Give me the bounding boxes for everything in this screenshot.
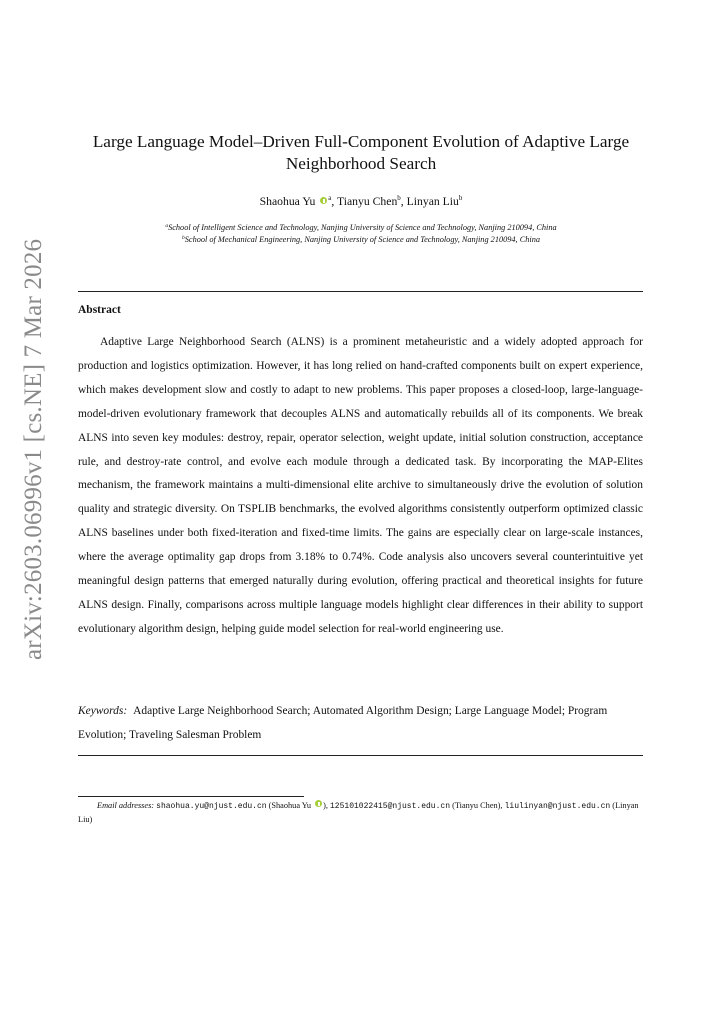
paper-title: Large Language Model–Driven Full-Component Evolution of Adaptive Large Neighborhood Search	[92, 132, 630, 173]
author-name: Shaohua Yu	[259, 195, 316, 208]
abstract-heading: Abstract	[78, 304, 121, 316]
email-owner: Linyan Liu	[78, 801, 639, 824]
abstract-bottom-rule	[78, 755, 643, 756]
author-affil-mark: b	[458, 194, 463, 202]
email-link[interactable]: 125101022415@njust.edu.cn	[329, 802, 451, 811]
keywords	[78, 700, 643, 748]
keywords-label: Keywords:	[78, 705, 128, 717]
affiliation-mark: a	[165, 223, 169, 229]
email-owner: Shaohua Yu	[271, 801, 311, 810]
email-owner: Tianyu Chen	[454, 801, 498, 810]
abstract-top-rule	[78, 291, 643, 292]
affiliation-text: School of Intelligent Science and Technology, Nanjing University of Science and Technology, Nanjing 210094, China	[168, 223, 557, 232]
author-affil-mark: a	[328, 194, 332, 202]
affiliation-mark: b	[181, 235, 185, 241]
footnote-label: Email addresses:	[97, 801, 155, 810]
author-name: Tianyu Chen	[337, 195, 398, 208]
orcid-icon[interactable]	[315, 800, 322, 807]
affiliation-line	[80, 234, 642, 246]
email-link[interactable]: shaohua.yu@njust.edu.cn	[156, 802, 267, 811]
affiliation-line	[80, 222, 642, 234]
affiliation-text: School of Mechanical Engineering, Nanjing University of Science and Technology, Nanjing 210094, China	[184, 235, 540, 244]
footnote-rule	[78, 796, 304, 797]
affiliations	[80, 222, 642, 246]
author-name: Linyan Liu	[406, 195, 459, 208]
arxiv-identifier-stamp: arXiv:2603.06996v1 [cs.NE] 7 Mar 2026	[20, 238, 47, 660]
email-footnote: Email addresses: shaohua.yu@njust.edu.cn (Shaohua Yu ), 125101022415@njust.edu.cn (Tianyu Chen), liulinyan@njust.edu.cn (Linyan Liu)	[78, 801, 639, 824]
email-link[interactable]: liulinyan@njust.edu.cn	[504, 802, 611, 811]
abstract-text: Adaptive Large Neighborhood Search (ALNS) is a prominent metaheuristic and a widely adopted approach for production and logistics optimization. However, it has long relied on hand-crafted components built on expert experience, which makes development slow and costly to adapt to new problems. This paper proposes a closed-loop, large-language-model-driven evolutionary framework that decouples ALNS and automatically rebuilds all of its components. We break ALNS into seven key modules: destroy, repair, operator selection, weight update, initial solution construction, acceptance rule, and destroy-rate control, and evolve each module through a dedicated task. By incorporating the MAP-Elites mechanism, the framework maintains a multi-dimensional elite archive to simultaneously drive the evolution of solution quality and strategic diversity. On TSPLIB benchmarks, the evolved algorithms consistently outperform optimized classic ALNS baselines under both fixed-iteration and fixed-time limits. The gains are especially clear on large-scale instances, where the average optimality gap drops from 3.18% to 0.74%. Code analysis also uncovers several counterintuitive yet meaningful design patterns that emerged naturally during evolution, offering practical and theoretical insights for future ALNS design. Finally, comparisons across multiple language models highlight clear differences in their ability to support evolutionary algorithm design, helping guide model selection for real-world engineering use.	[78, 336, 643, 635]
keywords-text: Adaptive Large Neighborhood Search; Automated Algorithm Design; Large Language Model; Program Evolution; Traveling Salesman Problem	[78, 705, 608, 741]
author-affil-mark: b	[397, 194, 401, 202]
author-list: Shaohua Yu $^a$, Tianyu Chen$^b$, Linyan Liu$^b$	[259, 194, 463, 208]
orcid-icon[interactable]	[320, 197, 327, 204]
